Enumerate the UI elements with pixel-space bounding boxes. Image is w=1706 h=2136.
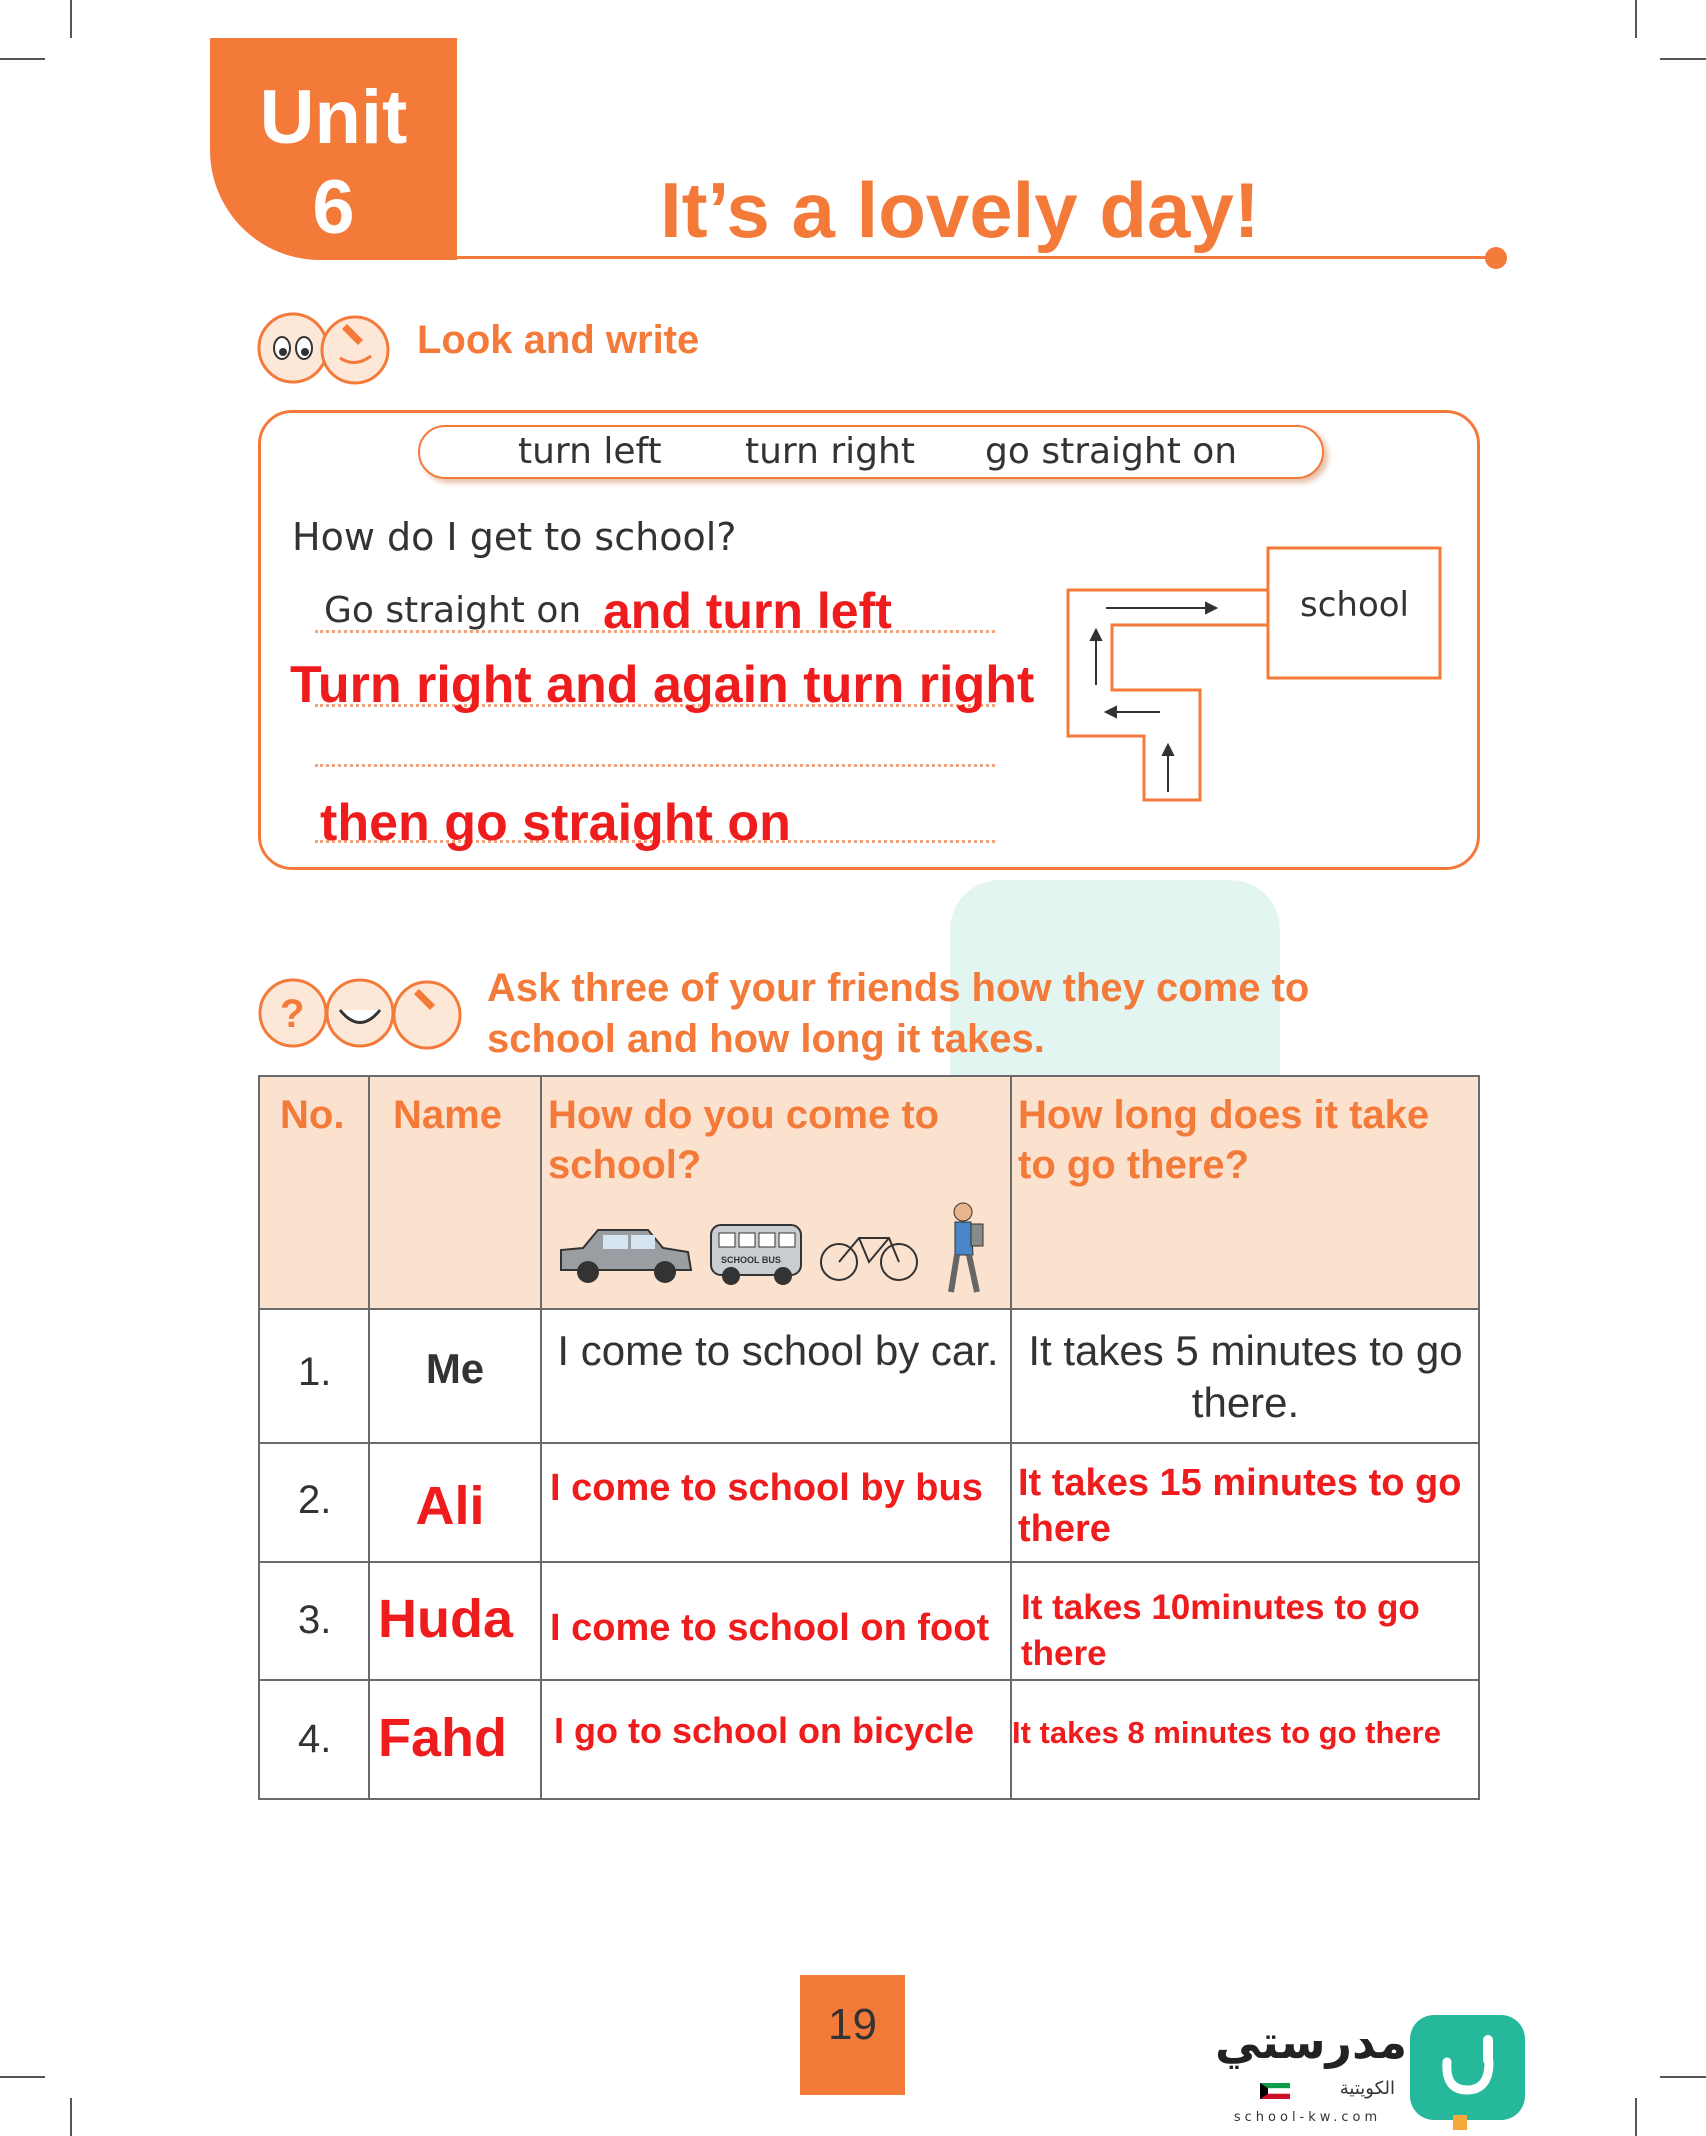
logo-url: school-kw.com	[1233, 2110, 1382, 2125]
route-map	[1060, 540, 1450, 810]
page-number: 19	[828, 2000, 877, 2049]
row-time: It takes 5 minutes to go there.	[1028, 1327, 1463, 1426]
row-how: I come to school by car.	[557, 1327, 999, 1374]
answer-line-1: and turn left	[603, 583, 892, 639]
answer-line-2: Turn right and again turn right	[290, 656, 1035, 714]
unit-number: 6	[312, 165, 355, 250]
bicycle-icon	[821, 1238, 917, 1280]
svg-text:?: ?	[280, 992, 305, 1036]
bus-label: SCHOOL BUS	[721, 1255, 781, 1265]
ask-friends-icon	[255, 975, 475, 1050]
row-number: 2.	[298, 1478, 332, 1522]
row-how: I come to school by bus	[550, 1467, 983, 1509]
writing-line	[315, 764, 995, 767]
crop-mark	[0, 58, 45, 60]
column-header-how: How do you come to school?	[548, 1093, 940, 1187]
transport-pictures	[553, 1200, 1003, 1300]
kuwait-flag-icon	[1260, 2083, 1290, 2099]
page-number-tab	[800, 1975, 905, 2095]
madrasati-logo	[1215, 2010, 1545, 2135]
row-time: It takes 8 minutes to go there	[1012, 1715, 1441, 1750]
row-name: Me	[425, 1345, 485, 1392]
crop-mark	[70, 2098, 72, 2136]
car-icon	[561, 1230, 691, 1283]
row-name: Fahd	[378, 1708, 507, 1768]
crop-mark	[0, 2076, 45, 2078]
section2-heading-line2: school and how long it takes.	[487, 1017, 1045, 1061]
word-bank-item: turn left	[518, 431, 662, 472]
exercise1-question: How do I get to school?	[292, 515, 737, 559]
row-number: 3.	[298, 1598, 332, 1642]
row-time: It takes 10minutes to go there	[1021, 1588, 1420, 1673]
row-number: 1.	[298, 1350, 332, 1394]
section2-heading-line1: Ask three of your friends how they come to	[487, 966, 1310, 1010]
column-header-name: Name	[393, 1093, 502, 1137]
row-how: I come to school on foot	[550, 1607, 990, 1649]
word-bank	[418, 425, 1324, 479]
row-name: Ali	[415, 1476, 485, 1536]
column-header-no: No.	[280, 1093, 345, 1137]
crop-mark	[1660, 2076, 1706, 2078]
logo-arabic-sub: الكويتية	[1339, 2078, 1395, 2099]
section1-heading: Look and write	[417, 318, 700, 362]
logo-arabic-name: مدرستي	[1215, 2015, 1408, 2069]
column-header-time: How long does it take to go there?	[1018, 1093, 1430, 1187]
given-answer-start: Go straight on	[324, 590, 582, 631]
word-bank-item: go straight on	[985, 431, 1238, 472]
answer-line-3: then go straight on	[320, 794, 791, 852]
map-school-label: school	[1300, 585, 1410, 625]
unit-tab	[210, 38, 457, 260]
crop-mark	[70, 0, 72, 38]
logo-mark-icon	[1405, 2010, 1530, 2130]
row-name: Huda	[378, 1589, 513, 1649]
row-time: It takes 15 minutes to go there	[1018, 1462, 1462, 1550]
unit-label: Unit	[259, 75, 408, 160]
section2-heading	[487, 963, 1309, 1065]
title-dot	[1485, 247, 1507, 269]
row-number: 4.	[298, 1717, 332, 1761]
title-rule	[457, 256, 1487, 259]
crop-mark	[1660, 58, 1706, 60]
page-title: It’s a lovely day!	[660, 166, 1260, 254]
survey-table	[258, 1075, 1480, 1800]
word-bank-item: turn right	[745, 431, 915, 472]
crop-mark	[1635, 0, 1637, 38]
crop-mark	[1635, 2098, 1637, 2136]
walking-boy-icon	[951, 1203, 983, 1292]
look-write-icon	[255, 310, 395, 385]
row-how: I go to school on bicycle	[554, 1710, 975, 1751]
